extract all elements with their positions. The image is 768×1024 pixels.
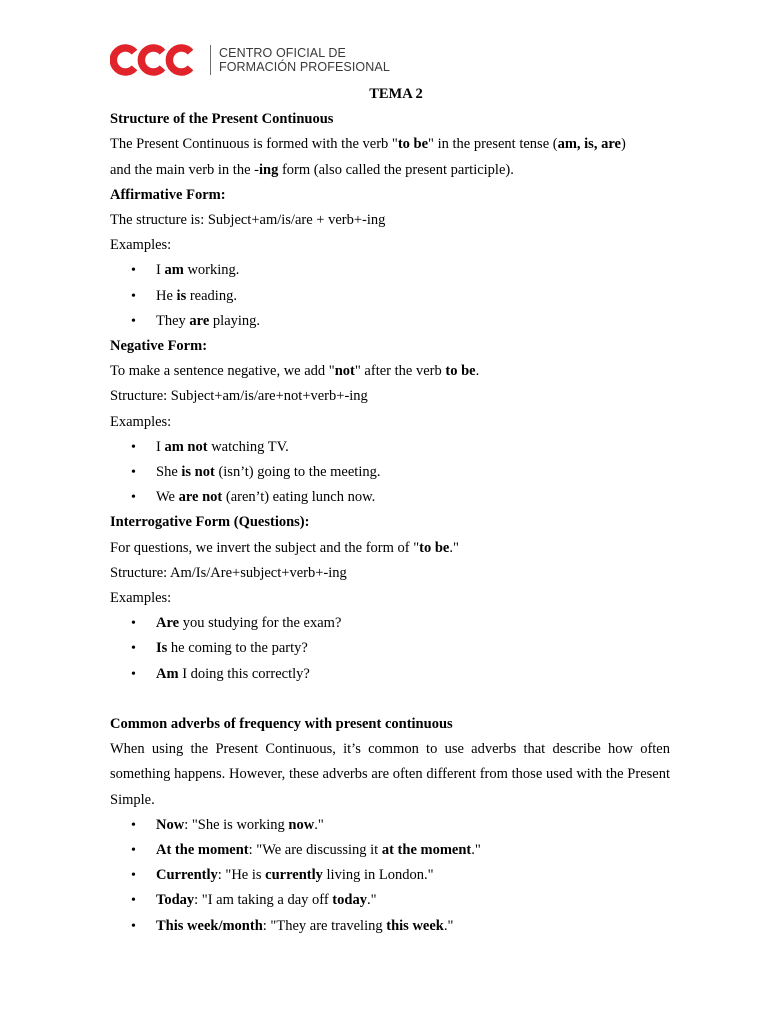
negative-examples-label: Examples: [110,413,172,430]
list-item: • Currently: "He is currently living in London." [110,863,670,888]
list-item: • Now: "She is working now." [110,813,670,838]
negative-examples-list [110,435,670,511]
ccc-logo-mark [110,43,198,77]
document-title: TEMA 2 [369,86,423,102]
list-item: • We are not (aren’t) eating lunch now. [110,485,670,510]
ccc-logo [110,40,390,80]
brand-line-2: FORMACIÓN PROFESIONAL [219,60,390,74]
interrogative-examples-label: Examples: [110,590,172,607]
list-item: • Am I doing this correctly? [110,662,670,687]
adverbs-intro: When using the Present Continuous, it’s common to use adverbs that describe how often something happens. However, these adverbs are often different from those used with the Present Simple. [110,741,670,808]
brand-line-1: CENTRO OFICIAL DE [219,46,346,60]
section-spacer [110,687,670,712]
affirmative-examples-list [110,258,670,334]
list-item: • He is reading. [110,284,670,309]
document-header [110,40,390,80]
structure-paragraph-line1: The Present Continuous is formed with the verb "to be" in the present tense (am, is, are) [110,136,626,153]
list-item: • I am working. [110,258,670,283]
interrogative-intro: For questions, we invert the subject and the form of "to be." [110,539,459,556]
interrogative-examples-list [110,611,670,687]
list-item: • They are playing. [110,309,670,334]
affirmative-heading: Affirmative Form: [110,186,226,203]
document-body [110,82,670,939]
list-item: • At the moment: "We are discussing it at the moment." [110,838,670,863]
list-item: • I am not watching TV. [110,435,670,460]
negative-intro: To make a sentence negative, we add "not" after the verb to be. [110,363,480,380]
negative-structure: Structure: Subject+am/is/are+not+verb+-ing [110,388,368,405]
list-item: • Are you studying for the exam? [110,611,670,636]
list-item: • Is he coming to the party? [110,636,670,661]
list-item: • She is not (isn’t) going to the meeting. [110,460,670,485]
logo-brand-text [219,46,390,74]
adverbs-heading: Common adverbs of frequency with present continuous [110,716,453,733]
interrogative-heading: Interrogative Form (Questions): [110,514,310,531]
list-item: • Today: "I am taking a day off today." [110,888,670,913]
negative-heading: Negative Form: [110,338,208,355]
affirmative-structure: The structure is: Subject+am/is/are + verb+-ing [110,212,386,229]
structure-heading: Structure of the Present Continuous [110,111,334,128]
list-item: • This week/month: "They are traveling this week." [110,914,670,939]
interrogative-structure: Structure: Am/Is/Are+subject+verb+-ing [110,564,347,581]
adverbs-list [110,813,670,939]
logo-divider [210,45,211,75]
structure-paragraph-line2: and the main verb in the -ing form (also called the present participle). [110,161,514,178]
affirmative-examples-label: Examples: [110,237,172,254]
